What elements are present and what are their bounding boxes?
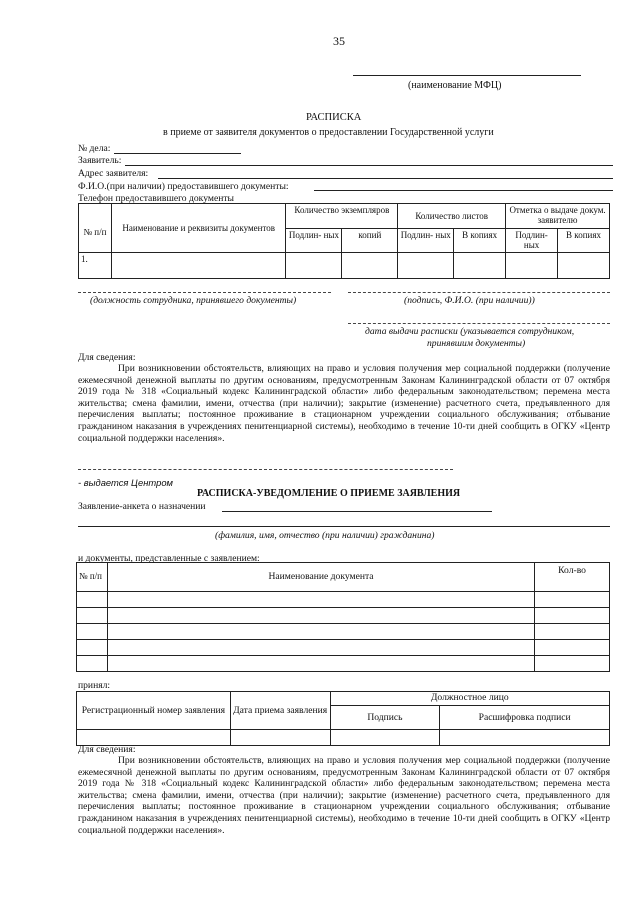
col-header-no: № п/п <box>79 204 112 253</box>
subheader-in-copies: В копиях <box>454 229 506 253</box>
case-number-label: № дела: <box>78 143 111 154</box>
cut-line <box>78 469 453 470</box>
subheader-copies: копий <box>342 229 398 253</box>
citizen-name-line <box>78 526 610 527</box>
case-number-line <box>114 153 241 154</box>
table-cell <box>286 253 342 279</box>
signature-line <box>348 292 610 293</box>
subheader-original: Подлин- ных <box>398 229 454 253</box>
table-cell <box>454 253 506 279</box>
info-label: Для сведения: <box>78 352 136 363</box>
notice-title: РАСПИСКА-УВЕДОМЛЕНИЕ О ПРИЕМЕ ЗАЯВЛЕНИЯ <box>197 488 461 499</box>
table-cell <box>535 608 610 624</box>
col-header-doc-name: Наименование и реквизиты документов <box>111 204 286 253</box>
table-cell <box>107 640 534 656</box>
col-header-qty: Кол-во <box>535 563 610 592</box>
receipt-documents-table <box>78 203 610 279</box>
col-header-signature: Подпись <box>330 706 440 730</box>
address-label: Адрес заявителя: <box>78 168 149 179</box>
position-signature-line <box>78 292 331 293</box>
page-number: 35 <box>333 34 345 48</box>
accepted-label: принял: <box>78 680 111 691</box>
applicant-line <box>125 165 613 166</box>
table-cell <box>398 253 454 279</box>
registration-table <box>76 691 610 746</box>
table-cell <box>77 640 108 656</box>
issued-by-center: - выдается Центром <box>78 477 173 488</box>
col-header-reg-number: Регистрационный номер заявления <box>77 692 231 730</box>
applicant-label: Заявитель: <box>78 155 122 166</box>
submitter-label: Ф.И.О.(при наличии) предоставившего документы: <box>78 181 289 192</box>
col-header-official: Должностное лицо <box>330 692 609 706</box>
table-cell <box>77 656 108 672</box>
table-cell <box>77 592 108 608</box>
table-cell <box>535 656 610 672</box>
table-cell <box>111 253 286 279</box>
issue-date-line <box>348 323 610 324</box>
table-cell <box>440 730 610 746</box>
table-cell <box>77 608 108 624</box>
col-header-signature-decode: Расшифровка подписи <box>440 706 610 730</box>
col-header-copies-count: Количество экземпляров <box>286 204 398 229</box>
info-paragraph-2 <box>78 755 610 836</box>
col-header-issue-mark: Отметка о выдаче докум. заявителю <box>506 204 610 229</box>
address-line <box>158 178 613 179</box>
info-text-2: При возникновении обстоятельств, влияющих на право и условия получения мер социальной поддержки (получение ежемесячной денежной выплаты по другим основаниям, предусмотренным Законам Калининградской области от 07 октября 2019 года № 318 «Социальный кодекс Калининградской области» либо федеральным законодательством; перемена места жительства; смена фамилии, имени, отчества (при наличии); закрытие (изменение) расчетного счета, предъявленного для перечисления выплаты; постоянное проживание в стационарном учреждении социального обслуживания; отбывание гражданином наказания в учреждениях пенитенциарной системы), необходимо в течение 10-ти дней сообщить в ОГКУ «Центр социальной поддержки населения». <box>78 755 610 836</box>
table-cell <box>330 730 440 746</box>
table-cell <box>506 253 558 279</box>
table-cell <box>558 253 610 279</box>
info-paragraph <box>78 363 610 444</box>
signature-caption: (подпись, Ф.И.О. (при наличии)) <box>404 295 535 306</box>
table-cell <box>107 608 534 624</box>
subheader-original: Подлин- ных <box>286 229 342 253</box>
table-cell <box>535 640 610 656</box>
col-header-sheets-count: Количество листов <box>398 204 506 229</box>
issue-date-caption-1: дата выдачи расписки (указывается сотрудником, <box>365 326 575 337</box>
submitter-line <box>314 190 613 191</box>
citizen-name-caption: (фамилия, имя, отчество (при наличии) гражданина) <box>215 530 435 541</box>
application-form-line <box>222 511 492 512</box>
mfc-caption: (наименование МФЦ) <box>408 80 502 91</box>
table-cell <box>535 624 610 640</box>
info-label-2: Для сведения: <box>78 744 136 755</box>
application-form-label: Заявление-анкета о назначении <box>78 501 206 512</box>
table-cell <box>77 624 108 640</box>
table-cell <box>230 730 330 746</box>
subheader-in-copies: В копиях <box>558 229 610 253</box>
issue-date-caption-2: принявшим документы) <box>427 338 526 349</box>
table-cell <box>535 592 610 608</box>
phone-label: Телефон предоставившего документы <box>78 193 234 204</box>
row-number: 1. <box>79 253 112 279</box>
table-cell <box>107 656 534 672</box>
receipt-subtitle: в приеме от заявителя документов о предоставлении Государственной услуги <box>163 127 494 138</box>
col-header-doc-name: Наименование документа <box>107 563 534 592</box>
table-cell <box>107 624 534 640</box>
receipt-title: РАСПИСКА <box>306 112 362 123</box>
documents-label: и документы, представленные с заявлением: <box>78 553 260 564</box>
col-header-accept-date: Дата приема заявления <box>230 692 330 730</box>
table-cell <box>342 253 398 279</box>
position-caption: (должность сотрудника, принявшего документы) <box>90 295 297 306</box>
table-cell <box>107 592 534 608</box>
mfc-name-line <box>353 75 581 76</box>
col-header-no: № п/п <box>77 563 108 592</box>
info-text: При возникновении обстоятельств, влияющих на право и условия получения мер социальной поддержки (получение ежемесячной денежной выплаты по другим основаниям, предусмотренным Законам Калининградской области от 07 октября 2019 года № 318 «Социальный кодекс Калининградской области» либо федеральным законодательством; перемена места жительства; смена фамилии, имени, отчества (при наличии); закрытие (изменение) расчетного счета, предъявленного для перечисления выплаты; постоянное проживание в стационарном учреждении социального обслуживания; отбывание гражданином наказания в учреждениях пенитенциарной системы), необходимо в течение 10-ти дней сообщить в ОГКУ «Центр социальной поддержки населения». <box>78 363 610 444</box>
notice-documents-table <box>76 562 610 672</box>
subheader-original: Подлин- ных <box>506 229 558 253</box>
